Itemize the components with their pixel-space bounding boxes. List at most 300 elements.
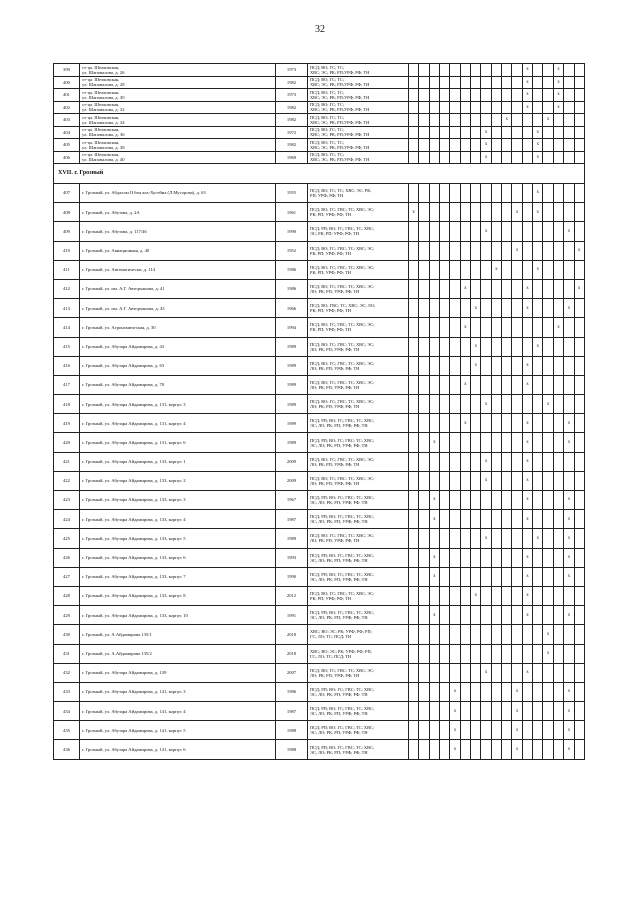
row-number-cell: 404: [54, 126, 80, 139]
row-number-cell: 420: [54, 433, 80, 452]
mark-cell: [481, 625, 491, 644]
mark-cell: [460, 510, 470, 529]
mark-cell: [450, 452, 460, 471]
table-row: [54, 64, 585, 77]
year-cell: 1982: [276, 114, 308, 127]
mark-cell: [553, 529, 563, 548]
mark-cell: [543, 241, 553, 260]
mark-cell: [471, 151, 481, 164]
works-list-cell: ПСД; РП; ВО; ГС; ГВС; ТС; ХВС; ЭС; РК; РП; УРФ; РФ; ТН: [308, 222, 409, 241]
mark-cell-checked: x: [522, 76, 532, 89]
mark-cell: [502, 89, 512, 102]
mark-cell: [491, 510, 501, 529]
mark-cell: [574, 260, 584, 279]
mark-cell: [429, 529, 439, 548]
mark-cell: [460, 139, 470, 152]
mark-cell: [512, 606, 522, 625]
mark-cell: [553, 126, 563, 139]
mark-cell-checked: x: [522, 414, 532, 433]
mark-cell: [543, 139, 553, 152]
mark-cell-checked: x: [481, 151, 491, 164]
mark-cell: [543, 337, 553, 356]
year-cell: 2018: [276, 644, 308, 663]
mark-cell: [522, 644, 532, 663]
mark-cell: [574, 491, 584, 510]
mark-cell: [512, 337, 522, 356]
mark-cell: [512, 76, 522, 89]
mark-cell: [512, 260, 522, 279]
mark-cell: [429, 64, 439, 77]
year-cell: 1990: [276, 222, 308, 241]
row-number-cell: 402: [54, 101, 80, 114]
mark-cell: [471, 548, 481, 567]
mark-cell: [574, 740, 584, 759]
mark-cell-checked: x: [522, 279, 532, 298]
mark-cell: [481, 644, 491, 663]
mark-cell: [429, 318, 439, 337]
mark-cell-checked: x: [574, 241, 584, 260]
year-cell: 1986: [276, 279, 308, 298]
mark-cell: [491, 318, 501, 337]
mark-cell: [502, 702, 512, 721]
mark-cell-checked: x: [522, 663, 532, 682]
mark-cell: [491, 740, 501, 759]
mark-cell: [440, 414, 450, 433]
mark-cell: [553, 414, 563, 433]
mark-cell: [502, 606, 512, 625]
mark-cell: [429, 203, 439, 222]
address-cell: г. Грозный, ул. Абузара Айдамирова, д. 141, корпус 6: [80, 740, 276, 759]
mark-cell: [564, 279, 574, 298]
mark-cell: [543, 529, 553, 548]
table-row: [54, 433, 585, 452]
mark-cell: [553, 139, 563, 152]
mark-cell: [481, 548, 491, 567]
works-list-cell: ПСД; ВО; ГС; ТС; ХВС; ЭС; РК; РП;УРФ; РФ; ТН: [308, 139, 409, 152]
mark-cell: [460, 299, 470, 318]
mark-cell: [409, 241, 419, 260]
mark-cell: [522, 721, 532, 740]
year-cell: 1973: [276, 64, 308, 77]
mark-cell: [574, 395, 584, 414]
mark-cell: [471, 222, 481, 241]
mark-cell: [553, 702, 563, 721]
table-row: [54, 222, 585, 241]
year-cell: 1982: [276, 101, 308, 114]
mark-cell: [502, 625, 512, 644]
address-cell: г. Грозный, ул. Абузара Айдамирова, д. 70: [80, 375, 276, 394]
mark-cell: [512, 101, 522, 114]
mark-cell: [574, 682, 584, 701]
mark-cell: [429, 625, 439, 644]
year-cell: 1982: [276, 76, 308, 89]
mark-cell: [471, 491, 481, 510]
address-cell: ст-ца. Шелковская, ул. Шаповалова, д. 36: [80, 126, 276, 139]
mark-cell: [419, 184, 429, 203]
mark-cell: [409, 222, 419, 241]
year-cell: 1961: [276, 203, 308, 222]
mark-cell: [543, 126, 553, 139]
mark-cell: [491, 64, 501, 77]
works-list-cell: ПСД; ВО; ГС; ГВС; ТС; ХВС; ЭС; РК; РП; УРФ; РФ; ТН: [308, 318, 409, 337]
mark-cell: [522, 241, 532, 260]
mark-cell: [429, 740, 439, 759]
row-number-cell: 408: [54, 203, 80, 222]
mark-cell: [553, 299, 563, 318]
mark-cell: [481, 114, 491, 127]
mark-cell: [440, 625, 450, 644]
mark-cell: [553, 567, 563, 586]
mark-cell: [522, 139, 532, 152]
mark-cell: [440, 151, 450, 164]
mark-cell: [440, 644, 450, 663]
mark-cell: [419, 241, 429, 260]
table-row: [54, 548, 585, 567]
mark-cell-checked: x: [450, 740, 460, 759]
mark-cell-checked: x: [512, 702, 522, 721]
address-cell: г. Грозный, ул. Абузова, д. 2А: [80, 203, 276, 222]
mark-cell: [429, 241, 439, 260]
mark-cell: [440, 586, 450, 605]
mark-cell: [512, 625, 522, 644]
mark-cell-checked: x: [553, 76, 563, 89]
year-cell: 1989: [276, 356, 308, 375]
mark-cell: [574, 139, 584, 152]
mark-cell: [409, 184, 419, 203]
year-cell: 2012: [276, 586, 308, 605]
mark-cell-checked: x: [512, 241, 522, 260]
mark-cell: [574, 375, 584, 394]
mark-cell: [440, 606, 450, 625]
address-cell: г. Грозный, ул. Абузара Айдамирова, д. 43: [80, 337, 276, 356]
mark-cell: [419, 606, 429, 625]
mark-cell: [419, 222, 429, 241]
table-row: [54, 606, 585, 625]
mark-cell: [564, 625, 574, 644]
mark-cell: [512, 279, 522, 298]
mark-cell: [471, 433, 481, 452]
mark-cell: [553, 606, 563, 625]
address-cell: ст-ца. Шелковская, ул. Шаповалова, д. 38: [80, 139, 276, 152]
mark-cell: [574, 318, 584, 337]
mark-cell: [471, 64, 481, 77]
mark-cell: [460, 89, 470, 102]
mark-cell-checked: x: [429, 491, 439, 510]
works-list-cell: ПСД; РП; ВО; ГС; ГВС; ТС; ХВС; ЭС; ЛО; РК; РП; УРФ; РФ; ТН: [308, 682, 409, 701]
mark-cell: [553, 279, 563, 298]
table-row: [54, 702, 585, 721]
mark-cell: [419, 663, 429, 682]
mark-cell: [574, 606, 584, 625]
mark-cell-checked: x: [543, 625, 553, 644]
mark-cell: [471, 740, 481, 759]
mark-cell-checked: x: [522, 64, 532, 77]
mark-cell: [419, 510, 429, 529]
mark-cell-checked: x: [512, 740, 522, 759]
mark-cell: [481, 241, 491, 260]
row-number-cell: 418: [54, 395, 80, 414]
mark-cell: [440, 260, 450, 279]
year-cell: 1989: [276, 414, 308, 433]
mark-cell: [450, 491, 460, 510]
mark-cell-checked: x: [564, 510, 574, 529]
address-cell: г. Грозный, ул. Автомагически, д. 114: [80, 260, 276, 279]
mark-cell: [574, 299, 584, 318]
mark-cell: [543, 203, 553, 222]
year-cell: 1988: [276, 740, 308, 759]
mark-cell-checked: x: [481, 663, 491, 682]
mark-cell: [543, 663, 553, 682]
mark-cell: [574, 114, 584, 127]
mark-cell: [450, 76, 460, 89]
mark-cell: [440, 139, 450, 152]
mark-cell: [553, 260, 563, 279]
mark-cell: [429, 101, 439, 114]
mark-cell: [491, 76, 501, 89]
mark-cell: [440, 395, 450, 414]
address-cell: г. Грозный, ул. Абузара Айдамирова, д. 131, корпус 4: [80, 414, 276, 433]
mark-cell: [409, 395, 419, 414]
mark-cell: [574, 471, 584, 490]
mark-cell: [460, 337, 470, 356]
mark-cell-checked: x: [481, 126, 491, 139]
mark-cell-checked: x: [522, 452, 532, 471]
mark-cell: [553, 337, 563, 356]
year-cell: 1973: [276, 89, 308, 102]
mark-cell: [543, 318, 553, 337]
works-list-cell: ПСД; ВО; ГС; ГВС; ТС; ХВС; ЭС; ЛО; РК; РП; УРФ; РФ; ТН: [308, 452, 409, 471]
mark-cell-checked: x: [522, 299, 532, 318]
mark-cell: [429, 721, 439, 740]
mark-cell: [450, 299, 460, 318]
mark-cell: [512, 114, 522, 127]
address-cell: ст-ца. Шелковская, ул. Шаповалова, д. 40: [80, 151, 276, 164]
mark-cell: [481, 491, 491, 510]
mark-cell: [522, 203, 532, 222]
mark-cell: [440, 222, 450, 241]
row-number-cell: 410: [54, 241, 80, 260]
table-row: [54, 395, 585, 414]
mark-cell: [460, 151, 470, 164]
mark-cell: [543, 606, 553, 625]
mark-cell: [471, 203, 481, 222]
mark-cell: [450, 395, 460, 414]
mark-cell: [502, 567, 512, 586]
mark-cell: [481, 682, 491, 701]
row-number-cell: 415: [54, 337, 80, 356]
table-row: [54, 721, 585, 740]
table-row: [54, 510, 585, 529]
mark-cell: [419, 491, 429, 510]
mark-cell: [419, 414, 429, 433]
mark-cell-checked: x: [533, 184, 543, 203]
mark-cell-checked: x: [522, 586, 532, 605]
mark-cell-checked: x: [553, 89, 563, 102]
row-number-cell: 417: [54, 375, 80, 394]
table-row: [54, 299, 585, 318]
mark-cell: [491, 548, 501, 567]
mark-cell: [512, 151, 522, 164]
mark-cell: [533, 721, 543, 740]
address-cell: ст-ца. Шелковская, ул. Шаповалова, д. 34: [80, 114, 276, 127]
mark-cell: [460, 76, 470, 89]
row-number-cell: 431: [54, 644, 80, 663]
mark-cell: [553, 241, 563, 260]
mark-cell: [460, 567, 470, 586]
works-list-cell: ПСД; РП; ВО; ГС; ГВС; ТС; ХВС; ЭС; ЛО; РК; РП; УРФ; РФ; ТН: [308, 548, 409, 567]
mark-cell: [553, 375, 563, 394]
table-row: [54, 184, 585, 203]
table-row: [54, 586, 585, 605]
address-cell: г. Грозный, ул. Авиационная, д. 40: [80, 241, 276, 260]
mark-cell: [502, 586, 512, 605]
mark-cell: [419, 625, 429, 644]
mark-cell: [481, 203, 491, 222]
mark-cell: [471, 101, 481, 114]
mark-cell-checked: x: [522, 567, 532, 586]
mark-cell-checked: x: [450, 702, 460, 721]
address-cell: г. Грозный, ул. Абузара Айдамирова, д. 133, корпус 6: [80, 548, 276, 567]
year-cell: 1994: [276, 318, 308, 337]
mark-cell: [419, 395, 429, 414]
mark-cell: [429, 663, 439, 682]
mark-cell: [553, 452, 563, 471]
mark-cell-checked: x: [429, 548, 439, 567]
table-row: [54, 151, 585, 164]
page-number: 32: [315, 24, 325, 35]
mark-cell: [574, 625, 584, 644]
mark-cell-checked: x: [543, 114, 553, 127]
mark-cell: [450, 279, 460, 298]
mark-cell: [491, 721, 501, 740]
mark-cell: [553, 151, 563, 164]
year-cell: 1982: [276, 139, 308, 152]
mark-cell: [460, 471, 470, 490]
address-cell: г. Грозный, ул. Абузара Айдамирова, д. 133, корпус 10: [80, 606, 276, 625]
mark-cell: [409, 606, 419, 625]
mark-cell: [491, 414, 501, 433]
mark-cell: [481, 337, 491, 356]
mark-cell: [429, 76, 439, 89]
mark-cell: [574, 414, 584, 433]
mark-cell: [471, 567, 481, 586]
year-cell: 1989: [276, 433, 308, 452]
mark-cell: [564, 452, 574, 471]
mark-cell: [481, 260, 491, 279]
mark-cell-checked: x: [533, 203, 543, 222]
mark-cell: [471, 625, 481, 644]
mark-cell: [512, 663, 522, 682]
table-row: [54, 414, 585, 433]
mark-cell: [553, 395, 563, 414]
mark-cell: [533, 682, 543, 701]
year-cell: 1989: [276, 529, 308, 548]
mark-cell: [409, 471, 419, 490]
row-number-cell: 425: [54, 529, 80, 548]
mark-cell: [440, 101, 450, 114]
table-row: [54, 567, 585, 586]
mark-cell: [533, 395, 543, 414]
year-cell: 2007: [276, 663, 308, 682]
mark-cell: [491, 644, 501, 663]
mark-cell: [450, 606, 460, 625]
address-cell: г. Грозный, ул. Абузара Айдамирова, д. 139: [80, 663, 276, 682]
mark-cell: [543, 682, 553, 701]
year-cell: 1989: [276, 337, 308, 356]
mark-cell: [533, 510, 543, 529]
mark-cell: [419, 299, 429, 318]
mark-cell: [460, 682, 470, 701]
mark-cell-checked: x: [564, 606, 574, 625]
mark-cell: [419, 682, 429, 701]
mark-cell: [419, 702, 429, 721]
mark-cell: [533, 356, 543, 375]
mark-cell: [502, 139, 512, 152]
mark-cell: [574, 548, 584, 567]
row-number-cell: 422: [54, 471, 80, 490]
mark-cell-checked: x: [460, 279, 470, 298]
mark-cell: [564, 114, 574, 127]
mark-cell: [440, 721, 450, 740]
mark-cell: [460, 740, 470, 759]
mark-cell: [502, 184, 512, 203]
mark-cell: [440, 702, 450, 721]
row-number-cell: 413: [54, 299, 80, 318]
mark-cell: [471, 471, 481, 490]
mark-cell: [543, 64, 553, 77]
mark-cell: [553, 682, 563, 701]
mark-cell: [450, 101, 460, 114]
year-cell: 1986: [276, 682, 308, 701]
mark-cell: [522, 260, 532, 279]
mark-cell: [429, 644, 439, 663]
year-cell: 1972: [276, 126, 308, 139]
mark-cell: [429, 586, 439, 605]
table-row: [54, 491, 585, 510]
mark-cell-checked: x: [502, 114, 512, 127]
year-cell: 1987: [276, 510, 308, 529]
mark-cell-checked: x: [564, 548, 574, 567]
mark-cell: [543, 702, 553, 721]
mark-cell: [543, 452, 553, 471]
mark-cell-checked: x: [481, 471, 491, 490]
mark-cell: [543, 184, 553, 203]
mark-cell-checked: x: [522, 89, 532, 102]
mark-cell: [543, 222, 553, 241]
table-row: [54, 318, 585, 337]
works-list-cell: ХВС; ВО; ЭС; РК; УРФ; РФ; РП; ГС; ЛО; ТС; ПСД; ТН: [308, 644, 409, 663]
row-number-cell: 405: [54, 139, 80, 152]
mark-cell: [450, 567, 460, 586]
mark-cell: [471, 529, 481, 548]
row-number-cell: 430: [54, 625, 80, 644]
mark-cell: [564, 644, 574, 663]
row-number-cell: 423: [54, 491, 80, 510]
mark-cell: [574, 567, 584, 586]
mark-cell: [512, 184, 522, 203]
mark-cell-checked: x: [564, 491, 574, 510]
mark-cell: [512, 644, 522, 663]
year-cell: 2009: [276, 471, 308, 490]
mark-cell: [491, 241, 501, 260]
mark-cell: [481, 740, 491, 759]
mark-cell: [440, 76, 450, 89]
mark-cell: [502, 395, 512, 414]
table-row: [54, 663, 585, 682]
address-cell: г. Грозный, ул. Абузара Айдамирова, д. 141, корпус 3: [80, 682, 276, 701]
mark-cell: [502, 101, 512, 114]
mark-cell: [533, 625, 543, 644]
